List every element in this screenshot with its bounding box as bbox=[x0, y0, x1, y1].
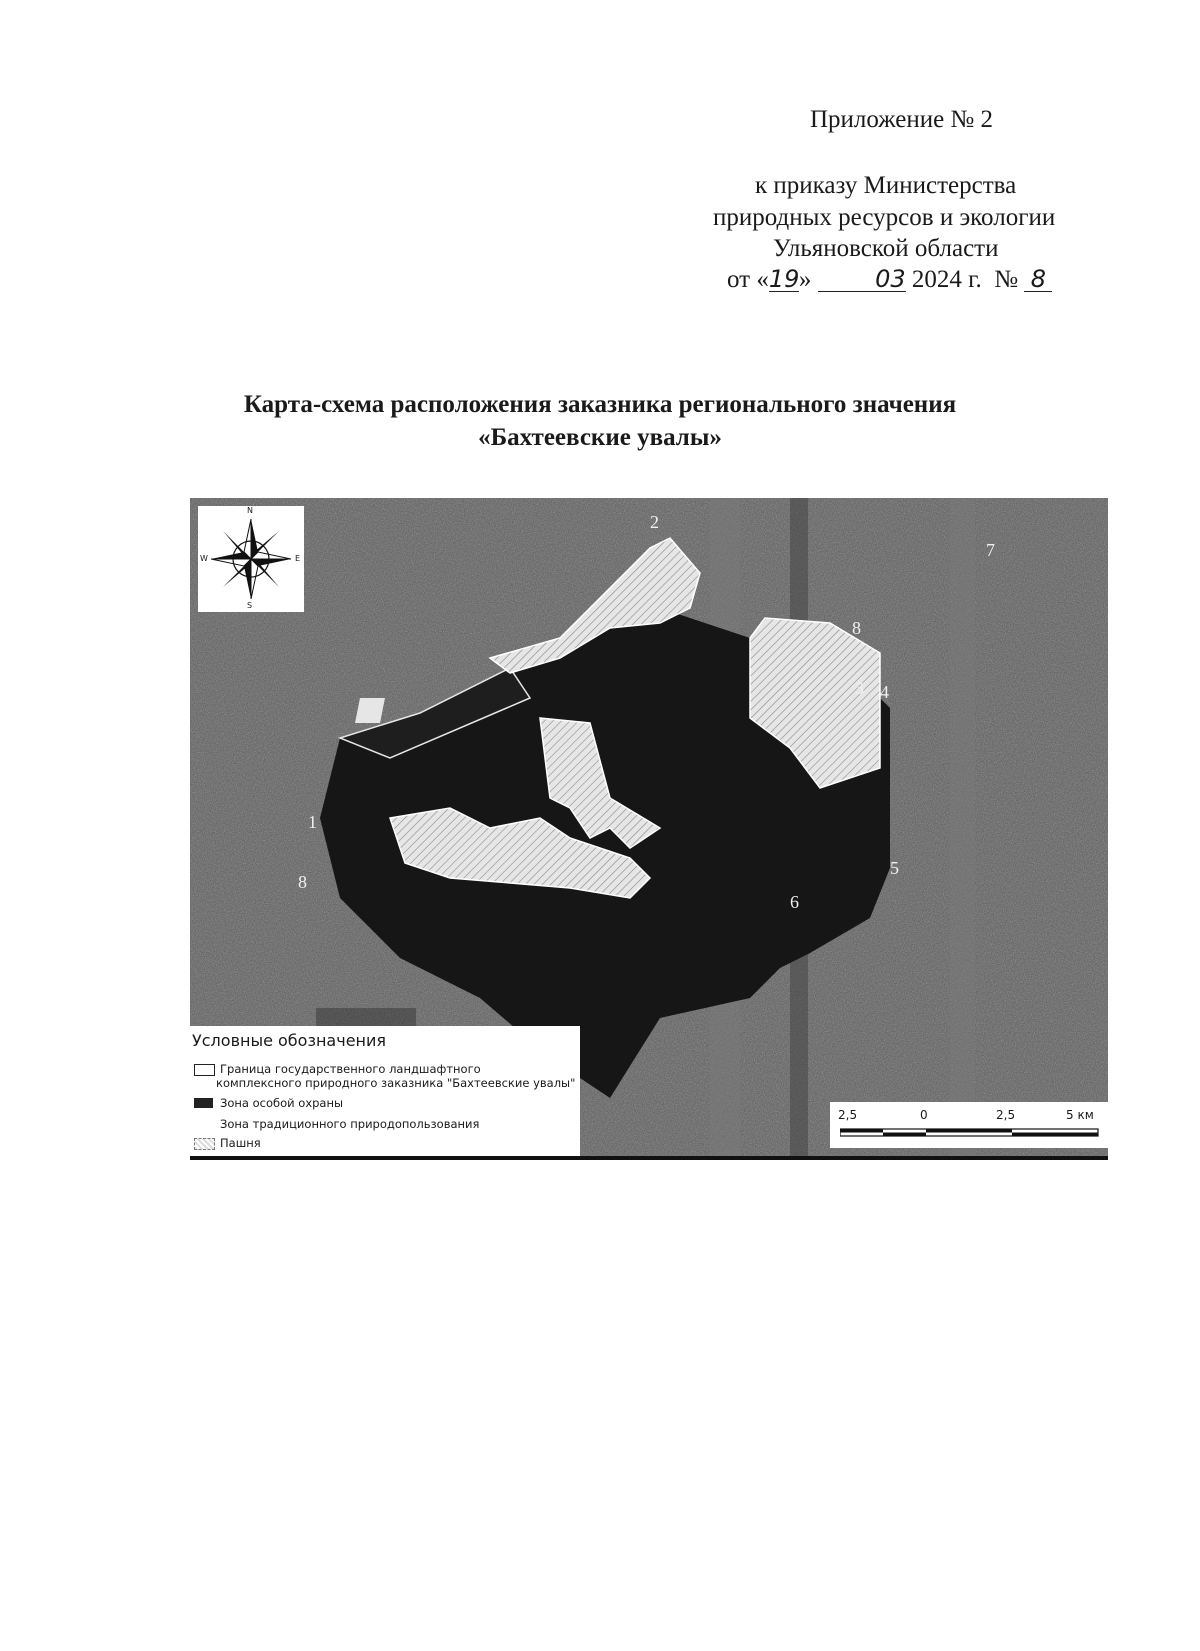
map-label-8b: 8 bbox=[298, 872, 307, 892]
map-label-6: 6 bbox=[790, 892, 799, 912]
map-label-7: 7 bbox=[986, 540, 995, 560]
appendix-number: Приложение № 2 bbox=[810, 106, 994, 133]
compass-w: W bbox=[200, 554, 208, 563]
scale-ruler bbox=[840, 1128, 1100, 1138]
scale-label: 5 км bbox=[1066, 1108, 1094, 1122]
legend-title: Условные обозначения bbox=[192, 1031, 387, 1050]
legend-label: Зона традиционного природопользования bbox=[220, 1117, 480, 1131]
scale-label: 2,5 bbox=[838, 1108, 858, 1122]
terrain-band bbox=[950, 498, 975, 1160]
order-line-2: природных ресурсов и экологии bbox=[713, 204, 1056, 231]
number-prefix: № bbox=[994, 266, 1019, 293]
map-label-4: 4 bbox=[880, 682, 889, 702]
legend-label: Граница государственного ландшафтного bbox=[220, 1062, 481, 1076]
map-label-3: 3 bbox=[855, 678, 864, 698]
map-label-8a: 8 bbox=[852, 618, 861, 638]
arable-swatch-icon bbox=[194, 1138, 215, 1150]
date-year: 2024 г. bbox=[911, 266, 982, 293]
traditional-zone-swatch-icon bbox=[194, 1119, 213, 1129]
map-label-5: 5 bbox=[890, 858, 899, 878]
map-label-1: 1 bbox=[308, 812, 317, 832]
compass-n: N bbox=[247, 506, 253, 515]
compass-s: S bbox=[247, 601, 253, 610]
scale-bar bbox=[830, 1102, 1108, 1148]
special-zone-swatch-icon bbox=[194, 1098, 213, 1108]
map-label-2: 2 bbox=[650, 512, 659, 532]
order-line-3: Ульяновской области bbox=[773, 235, 999, 262]
legend-label: Зона особой охраны bbox=[220, 1096, 344, 1110]
title-line-1: Карта-схема расположения заказника регионального значения bbox=[243, 391, 957, 418]
document-header bbox=[0, 0, 1200, 320]
date-prefix: от « bbox=[727, 266, 769, 293]
scale-label: 0 bbox=[920, 1108, 928, 1122]
legend-label: Пашня bbox=[220, 1136, 261, 1150]
order-date-line bbox=[727, 266, 1052, 294]
date-day: 19 bbox=[768, 265, 800, 293]
arable-land-small bbox=[355, 698, 385, 723]
order-line-1: к приказу Министерства bbox=[755, 172, 1017, 199]
compass-e: E bbox=[295, 554, 301, 563]
map-legend bbox=[190, 1026, 580, 1156]
legend-label: комплексного природного заказника "Бахтеевские увалы" bbox=[216, 1076, 576, 1090]
map-frame-bottom bbox=[190, 1156, 1108, 1160]
scale-label: 2,5 bbox=[996, 1108, 1016, 1122]
title-line-2: «Бахтеевские увалы» bbox=[478, 424, 722, 451]
compass-rose bbox=[198, 506, 304, 612]
date-mid: » bbox=[798, 266, 812, 293]
map-title bbox=[150, 388, 1050, 454]
order-number: 8 bbox=[1024, 267, 1052, 292]
compass-icon bbox=[198, 506, 304, 612]
boundary-swatch-icon bbox=[194, 1064, 215, 1076]
date-month: 03 bbox=[818, 267, 906, 292]
